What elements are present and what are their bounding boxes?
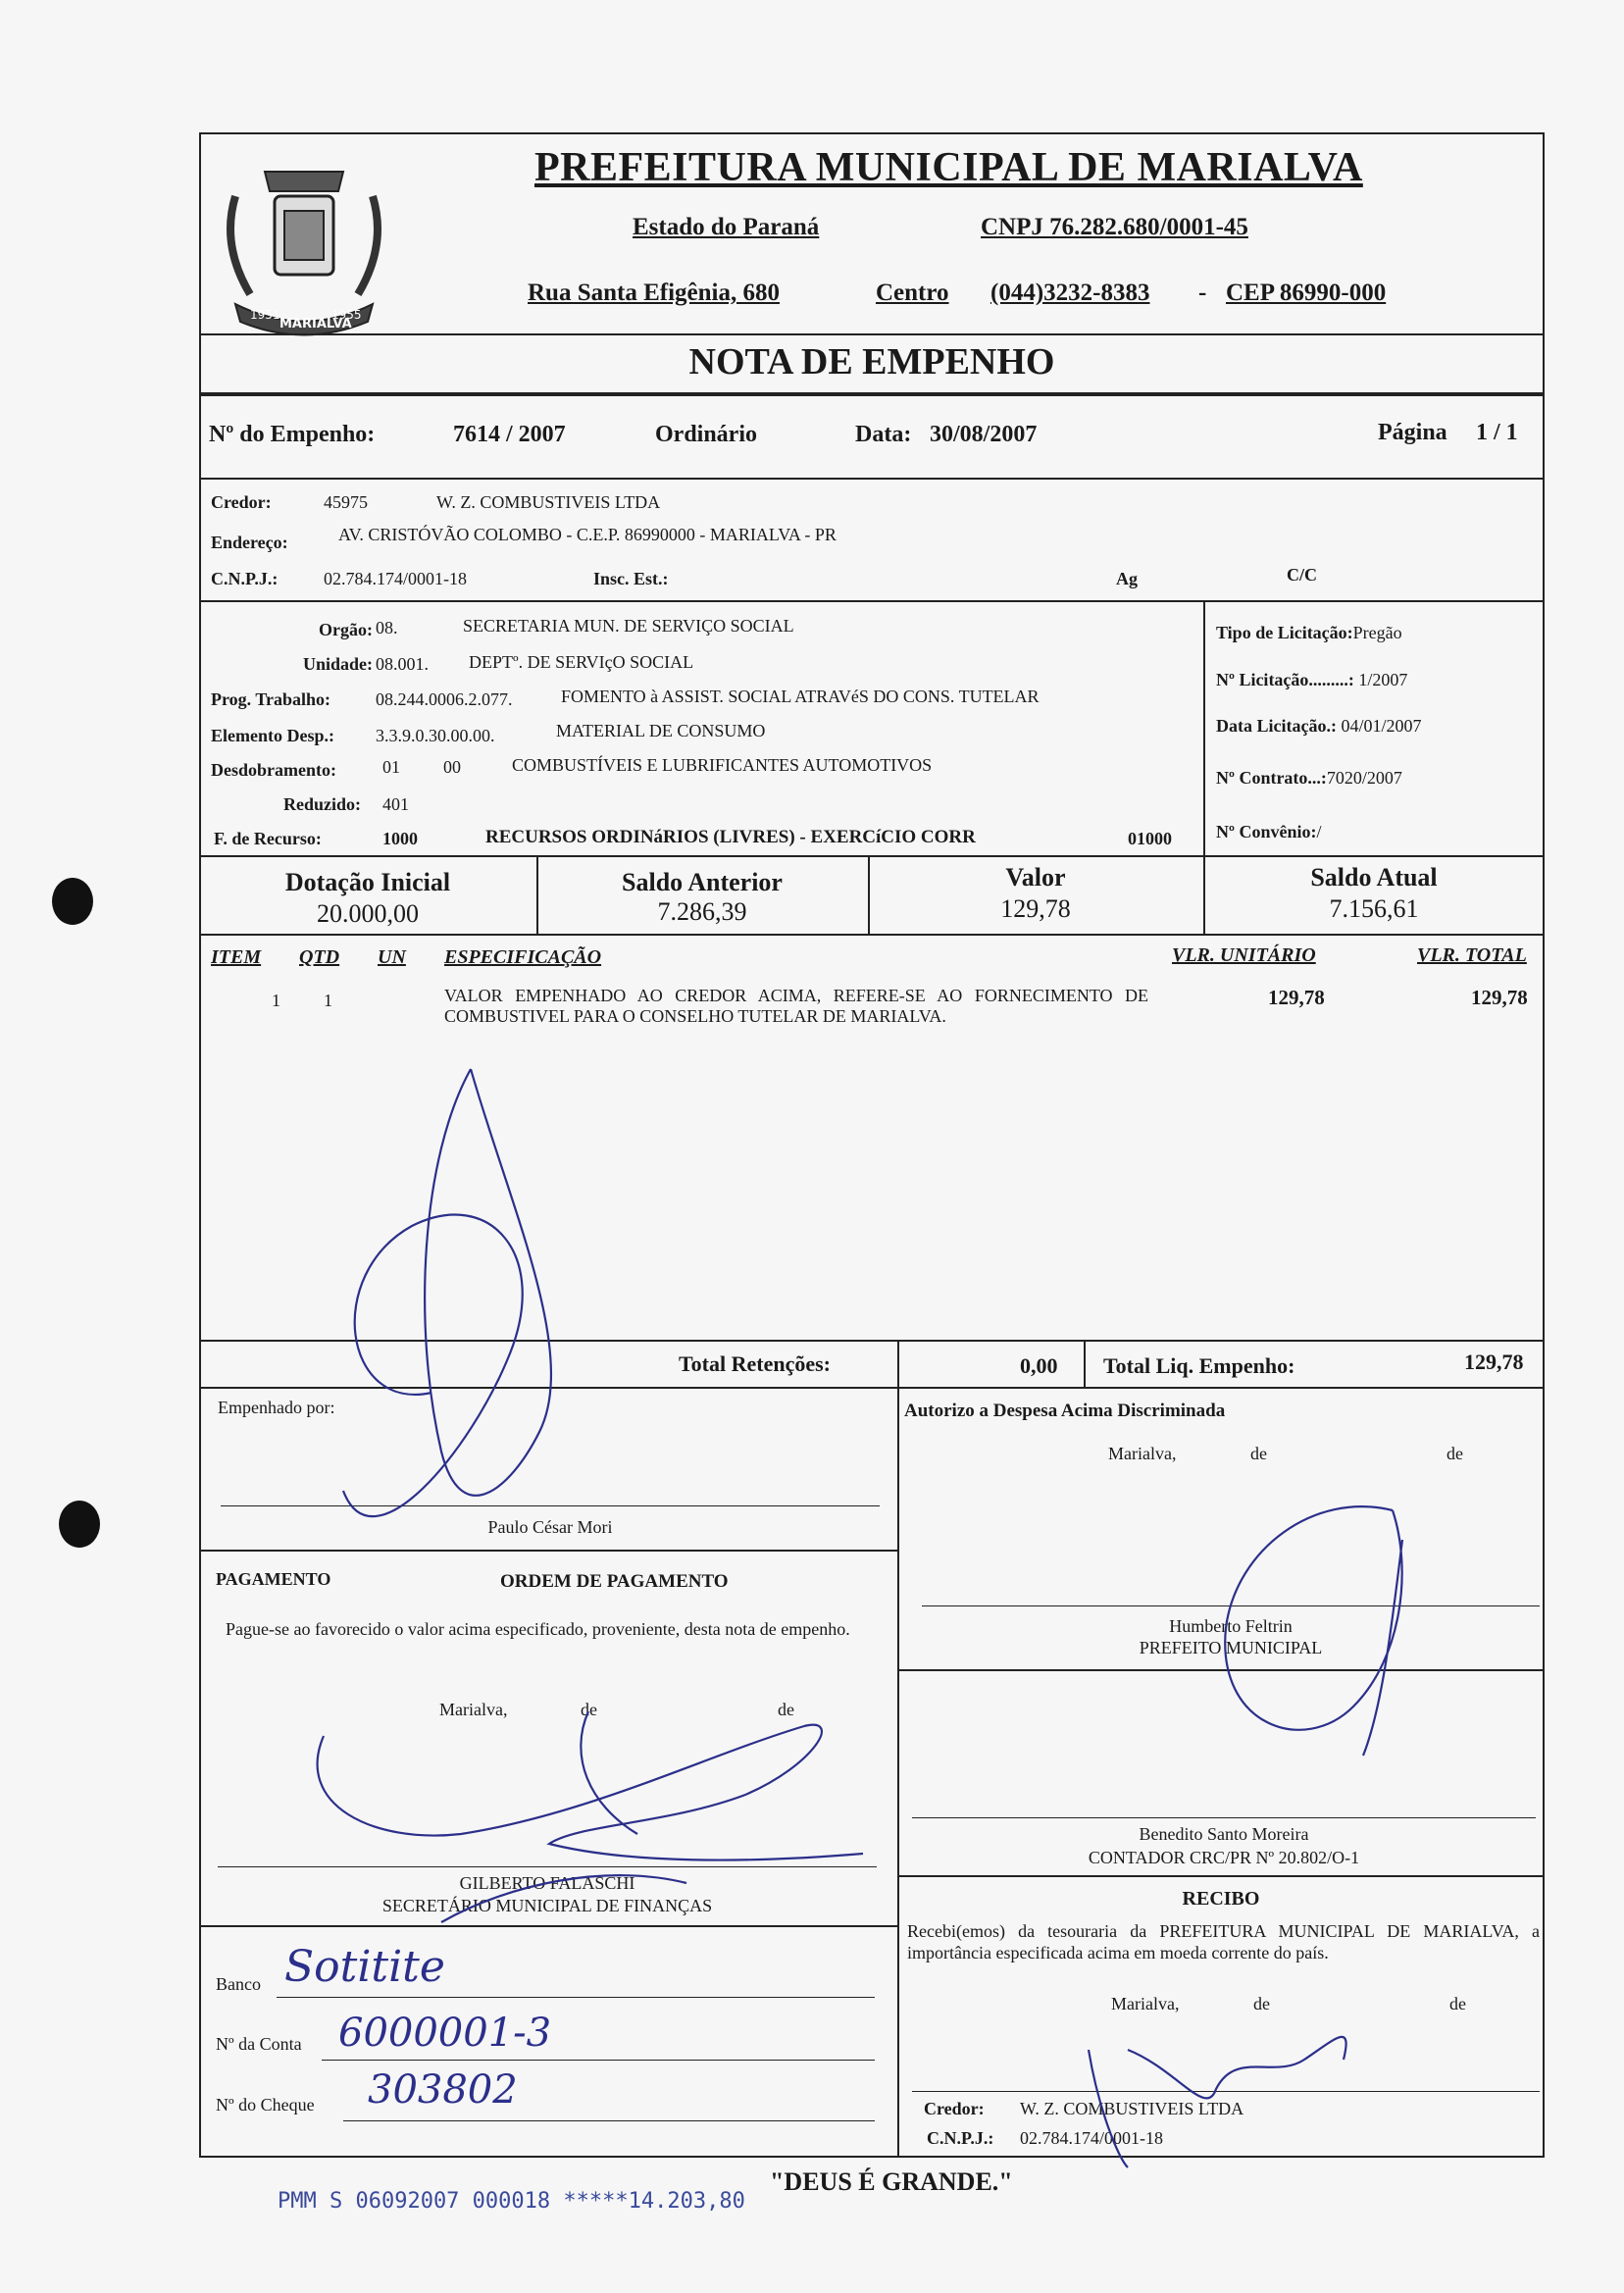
item-number: 1 [272,991,280,1010]
autorizo-text: Autorizo a Despesa Acima Discriminada [904,1401,1226,1421]
header-dash: - [1198,280,1207,306]
saldo-anterior-value: 7.286,39 [657,897,747,926]
credor-cnpj-label: C.N.P.J.: [211,569,279,588]
unidade-label: Unidade: [302,654,373,674]
liquido-value: 129,78 [1464,1350,1524,1374]
signature-paulo [343,1069,551,1516]
recibo-label: RECIBO [1182,1888,1260,1910]
seal-year-right: 1955 [331,308,362,322]
numero-contrato-label: Nº Contrato...: [1216,768,1327,788]
recurso-label: F. de Recurso: [214,829,322,848]
motto: "DEUS É GRANDE." [770,2167,1013,2196]
numero-convenio-label: Nº Convênio: [1216,822,1317,841]
saldo-anterior-label: Saldo Anterior [622,868,783,896]
conta-value: 6000001-3 [338,2011,552,2056]
prefeito-name: Humberto Feltrin [1169,1616,1293,1636]
numero-contrato-value: 7020/2007 [1326,768,1402,788]
seal-name: MARIALVA [279,317,352,331]
empenho-number-label: Nº do Empenho: [209,422,376,447]
recibo-text: Recebi(emos) da tesouraria da PREFEITURA MUNICIPAL DE MARIALVA, a importância especificada acima em moeda corrente do país. [907,1921,1540,1962]
contador-name: Benedito Santo Moreira [1139,1824,1309,1844]
cep: CEP 86990-000 [1226,280,1387,306]
ordem-text: Pague-se ao favorecido o valor acima especificado, proveniente, desta nota de empenho. [226,1619,850,1639]
desdobramento-code1: 01 [382,757,400,777]
ordem-label: ORDEM DE PAGAMENTO [500,1571,729,1592]
banco-value: Sotitite [284,1942,445,1992]
unidade-code: 08.001. [376,654,429,674]
empenho-date: 30/08/2007 [930,422,1038,447]
signature-gilberto [318,1711,863,1922]
empenhado-label: Empenhado por: [218,1398,335,1417]
autorizo-de1: de [1250,1444,1267,1463]
reduzido-label: Reduzido: [282,794,361,814]
col-unit: VLR. UNITÁRIO [1172,944,1316,966]
recibo-de1: de [1253,1994,1270,2013]
cashier-stamp: PMM S 06092007 000018 *****14.203,80 [278,2189,745,2214]
reduzido-value: 401 [382,794,409,814]
cheque-label: Nº do Cheque [216,2095,315,2115]
elemento-label: Elemento Desp.: [211,726,334,745]
numero-licitacao-value: 1/2007 [1358,670,1408,689]
data-licitacao-label: Data Licitação.: [1216,716,1337,736]
valor-label: Valor [1005,863,1066,892]
empenho-date-label: Data: [855,422,912,447]
ordem-de1: de [581,1700,597,1719]
pagamento-label: PAGAMENTO [216,1569,331,1589]
data-licitacao-value: 04/01/2007 [1341,716,1422,736]
col-spec: ESPECIFICAÇÃO [444,946,602,968]
prefeitura-cnpj: CNPJ 76.282.680/0001-45 [981,214,1248,240]
secretario-name: GILBERTO FALASCHI [459,1873,635,1893]
recurso-code2: 01000 [1128,829,1172,848]
document-title: NOTA DE EMPENHO [688,341,1055,382]
retencoes-value: 0,00 [1020,1353,1058,1378]
prefeito-title: PREFEITO MUNICIPAL [1139,1638,1323,1657]
recibo-cnpj-label: C.N.P.J.: [927,2128,994,2148]
recibo-credor: W. Z. COMBUSTIVEIS LTDA [1020,2099,1244,2118]
unidade-name: DEPTº. DE SERVIçO SOCIAL [469,652,694,672]
empenho-number: 7614 / 2007 [453,422,566,447]
page-number-label: Página [1378,420,1447,445]
orgao-name: SECRETARIA MUN. DE SERVIÇO SOCIAL [463,616,794,636]
page-number: 1 / 1 [1476,420,1518,445]
credor-name: W. Z. COMBUSTIVEIS LTDA [436,492,661,512]
ordem-place: Marialva, [439,1700,508,1719]
insc-est-label: Insc. Est.: [593,569,669,588]
col-total: VLR. TOTAL [1417,944,1527,966]
tipo-licitacao-label: Tipo de Licitação: [1216,623,1353,642]
signature-receiver [1089,2037,1346,2167]
elemento-name: MATERIAL DE CONSUMO [556,721,766,740]
desdobramento-code2: 00 [443,757,461,777]
credor-address-label: Endereço: [211,533,288,552]
orgao-label: Orgão: [319,620,373,639]
saldo-atual-value: 7.156,61 [1329,894,1419,923]
state-name: Estado do Paraná [633,214,820,240]
ordem-de2: de [778,1700,794,1719]
agency-label: Ag [1116,569,1138,588]
credor-label: Credor: [211,492,272,512]
address: Rua Santa Efigênia, 680 [528,280,780,306]
autorizo-place: Marialva, [1108,1444,1177,1463]
district: Centro [876,280,949,306]
banco-label: Banco [216,1974,261,1994]
elemento-code: 3.3.9.0.30.00.00. [376,726,495,745]
retencoes-label: Total Retenções: [679,1351,831,1376]
tipo-licitacao-value: Pregão [1352,623,1402,642]
numero-convenio-value: / [1316,822,1322,841]
prog-code: 08.244.0006.2.077. [376,689,513,709]
recibo-de2: de [1449,1994,1466,2013]
item-spec: VALOR EMPENHADO AO CREDOR ACIMA, REFERE-SE AO FORNECIMENTO DE COMBUSTIVEL PARA O CONSELHO TUTELAR DE MARIALVA. [444,986,1148,1026]
desdobramento-name: COMBUSTÍVEIS E LUBRIFICANTES AUTOMOTIVOS [512,755,933,775]
item-total-value: 129,78 [1471,986,1528,1009]
col-qtd: QTD [299,946,340,968]
recibo-place: Marialva, [1111,1994,1180,2013]
item-unit-value: 129,78 [1268,986,1325,1009]
signature-humberto [1225,1506,1402,1756]
prog-name: FOMENTO à ASSIST. SOCIAL ATRAVéS DO CONS. TUTELAR [561,687,1040,706]
credor-cnpj: 02.784.174/0001-18 [324,569,467,588]
valor-value: 129,78 [1000,894,1071,923]
prog-label: Prog. Trabalho: [211,689,331,709]
autorizo-de2: de [1446,1444,1463,1463]
account-label: C/C [1287,565,1317,585]
saldo-atual-label: Saldo Atual [1310,863,1438,892]
numero-licitacao-label: Nº Licitação.........: [1216,670,1354,689]
recurso-code: 1000 [382,829,418,848]
recibo-credor-label: Credor: [924,2099,985,2118]
item-qtd: 1 [324,991,332,1010]
empenhado-name: Paulo César Mori [487,1517,613,1537]
recurso-name: RECURSOS ORDINáRIOS (LIVRES) - EXERCíCIO CORR [485,827,976,847]
contador-title: CONTADOR CRC/PR Nº 20.802/O-1 [1088,1848,1360,1867]
desdobramento-label: Desdobramento: [211,760,336,780]
recibo-cnpj: 02.784.174/0001-18 [1020,2128,1163,2148]
phone: (044)3232-8383 [990,280,1150,306]
conta-label: Nº da Conta [216,2034,302,2054]
dotacao-label: Dotação Inicial [284,868,451,896]
credor-address: AV. CRISTÓVÃO COLOMBO - C.E.P. 86990000 - MARIALVA - PR [338,525,837,544]
col-item: ITEM [211,946,262,968]
credor-code: 45975 [324,492,368,512]
col-un: UN [378,946,406,968]
dotacao-value: 20.000,00 [317,899,419,928]
page-title: PREFEITURA MUNICIPAL DE MARIALVA [534,145,1363,190]
cheque-value: 303802 [368,2067,518,2113]
liquido-label: Total Liq. Empenho: [1103,1353,1295,1378]
seal-year-left: 1951 [250,308,280,322]
empenho-type: Ordinário [655,422,758,447]
orgao-code: 08. [376,618,398,637]
secretario-title: SECRETÁRIO MUNICIPAL DE FINANÇAS [381,1896,713,1915]
